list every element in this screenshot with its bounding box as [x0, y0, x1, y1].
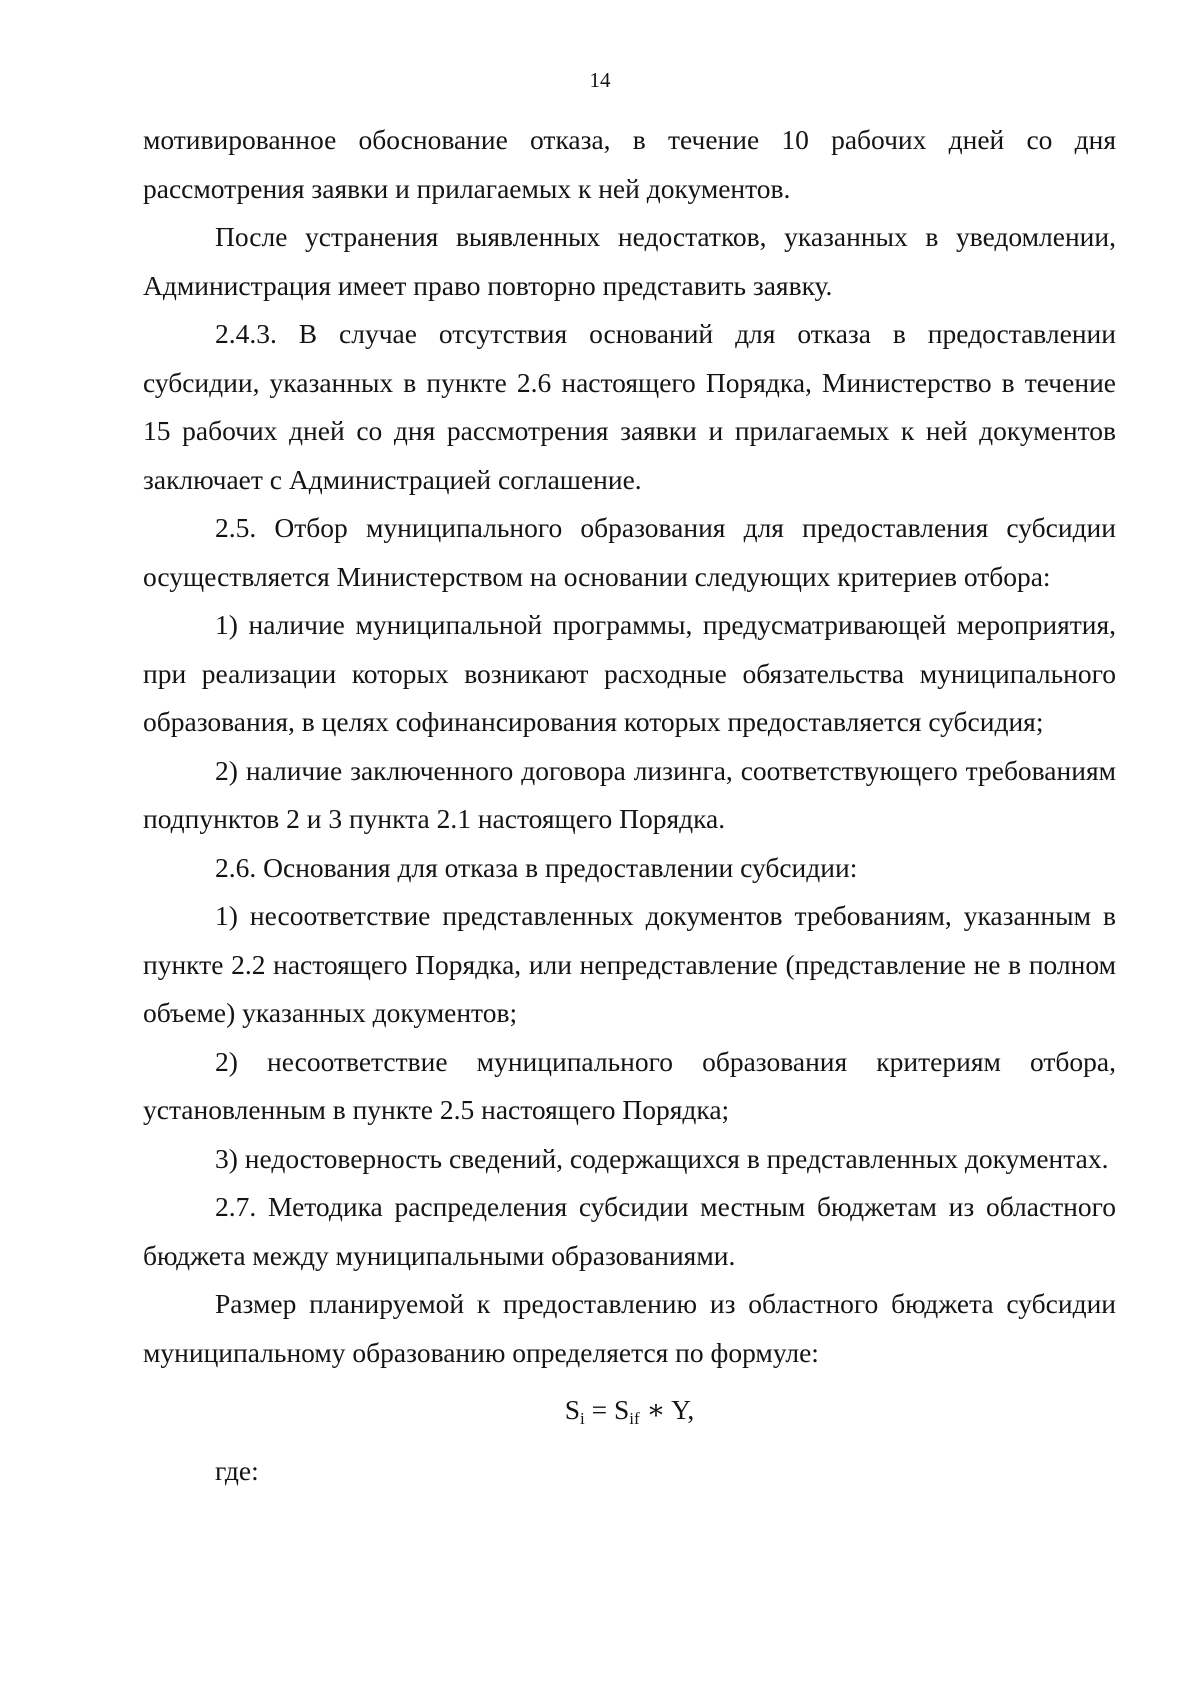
- page-number: 14: [589, 68, 611, 92]
- subsidy-formula: [143, 1386, 1116, 1435]
- where-label: где:: [215, 1454, 259, 1486]
- paragraph-formula-intro: Размер планируемой к предоставлению из областного бюджета субсидии муниципальному образованию определяется по формуле:: [143, 1288, 1116, 1368]
- paragraph-continuation: мотивированное обоснование отказа, в течение 10 рабочих дней со дня рассмотрения заявки и прилагаемых к ней документов.: [143, 124, 1116, 204]
- formula-multiply: ∗: [639, 1394, 672, 1425]
- formula-rhs-s: S: [613, 1394, 630, 1425]
- refusal-reason-1: 1) несоответствие представленных документов требованиям, указанным в пункте 2.2 настоящего Порядка, или непредставление (представление не в полном объеме) указанных документов;: [143, 900, 1116, 1028]
- formula-equals: =: [584, 1394, 614, 1425]
- formula-lhs-subscript: i: [579, 1409, 585, 1429]
- formula-lhs: S: [564, 1394, 580, 1425]
- criterion-item-1: 1) наличие муниципальной программы, предусматривающей мероприятия, при реализации которых возникают расходные обязательства муниципального образования, в целях софинансирования которых предоставляется субсидия;: [143, 609, 1116, 737]
- paragraph-2-5: 2.5. Отбор муниципального образования для предоставления субсидии осуществляется Министерством на основании следующих критериев отбора:: [143, 512, 1116, 592]
- document-body: [143, 116, 1116, 1495]
- formula-rhs-y: Y,: [671, 1394, 695, 1425]
- refusal-reason-3: 3) недостоверность сведений, содержащихся в представленных документах.: [215, 1142, 1109, 1174]
- paragraph-2-4-3: 2.4.3. В случае отсутствия оснований для отказа в предоставлении субсидии, указанных в пункте 2.6 настоящего Порядка, Министерство в течение 15 рабочих дней со дня рассмотрения заявки и прилагаемых к ней документов заключает с Администрацией соглашение.: [143, 318, 1116, 495]
- formula-rhs-subscript: if: [629, 1409, 640, 1429]
- refusal-reason-2: 2) несоответствие муниципального образования критериям отбора, установленным в пункте 2.5 настоящего Порядка;: [143, 1045, 1116, 1125]
- paragraph-2-7: 2.7. Методика распределения субсидии местным бюджетам из областного бюджета между муниципальными образованиями.: [143, 1191, 1116, 1271]
- paragraph-2-6: 2.6. Основания для отказа в предоставлении субсидии:: [215, 851, 858, 883]
- paragraph-resubmission: После устранения выявленных недостатков, указанных в уведомлении, Администрация имеет право повторно представить заявку.: [143, 221, 1116, 301]
- criterion-item-2: 2) наличие заключенного договора лизинга, соответствующего требованиям подпунктов 2 и 3 пункта 2.1 настоящего Порядка.: [143, 754, 1116, 834]
